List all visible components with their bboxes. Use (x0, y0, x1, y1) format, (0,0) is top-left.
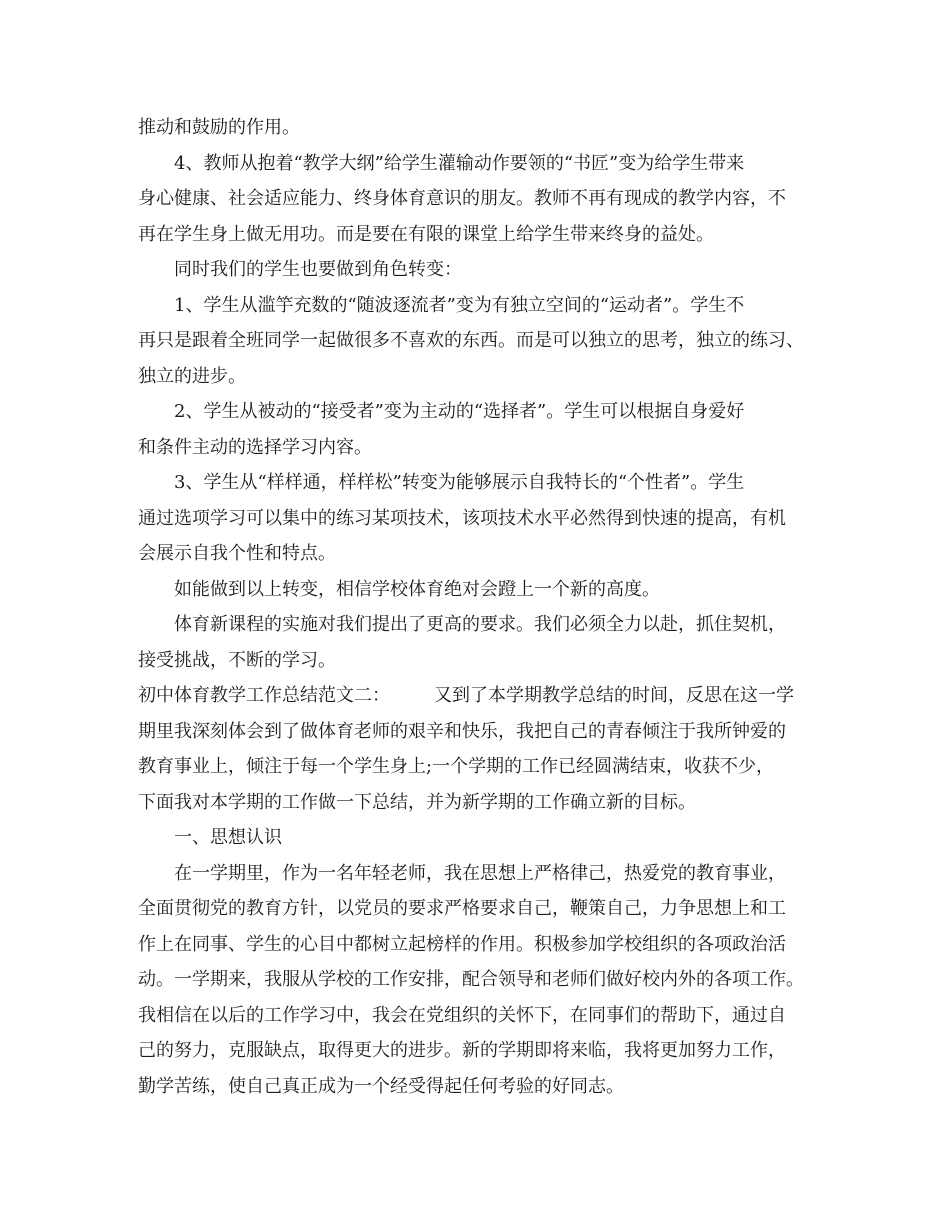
section-heading-line (138, 678, 818, 714)
text-line: 体育新课程的实施对我们提出了更高的要求。我们必须全力以赴，抓住契机， (174, 614, 786, 635)
text-line: 如能做到以上转变，相信学校体育绝对会蹬上一个新的高度。 (174, 578, 660, 600)
text-line: 独立的进步。 (138, 365, 246, 387)
text-line: 下面我对本学期的工作做一下总结，并为新学期的工作确立新的目标。 (138, 791, 696, 813)
text-line: 3、学生从“样样通，样样松”转变为能够展示自我特长的“个性者”。学生 (174, 472, 745, 493)
text-line: 会展示自我个性和特点。 (138, 543, 336, 564)
text-line: 身心健康、社会适应能力、终身体育意识的朋友。教师不再有现成的教学内容，不 (138, 188, 786, 209)
text-line: 1、学生从滥竽充数的“随波逐流者”变为有独立空间的“运动者”。学生不 (174, 294, 745, 316)
text-line: 推动和鼓励的作用。 (138, 117, 300, 138)
text-line: 再在学生身上做无用功。而是要在有限的课堂上给学生带来终身的益处。 (138, 223, 714, 245)
text-line: 2、学生从被动的“接受者”变为主动的“选择者”。学生可以根据自身爱好 (174, 401, 745, 422)
text-line: 我相信在以后的工作学习中，我会在党组织的关怀下，在同事们的帮助下，通过自 (138, 1004, 786, 1026)
text-line: 在一学期里，作为一名年轻老师，我在思想上严格律己，热爱党的教育事业， (174, 862, 786, 884)
section-heading: 初中体育教学工作总结范文二： (138, 685, 390, 706)
text-line: 再只是跟着全班同学一起做很多不喜欢的东西。而是可以独立的思考，独立的练习、 (138, 330, 804, 351)
section-intro: 又到了本学期教学总结的时间，反思在这一学 (434, 685, 794, 706)
text-line: 通过选项学习可以集中的练习某项技术，该项技术水平必然得到快速的提高，有机 (138, 507, 786, 529)
text-line: 己的努力，克服缺点，取得更大的进步。新的学期即将来临，我将更加努力工作， (138, 1040, 786, 1061)
text-line: 4、教师从抱着“教学大纲”给学生灌输动作要领的“书匠”变为给学生带来 (174, 152, 745, 174)
body-text (138, 110, 818, 1104)
text-line: 和条件主动的选择学习内容。 (138, 436, 372, 458)
subheading: 一、思想认识 (174, 827, 282, 848)
text-line: 动。一学期来，我服从学校的工作安排，配合领导和老师们做好校内外的各项工作。 (138, 969, 804, 990)
text-line: 全面贯彻党的教育方针，以党员的要求严格要求自己，鞭策自己，力争思想上和工 (138, 898, 786, 919)
text-line: 教育事业上，倾注于每一个学生身上;一个学期的工作已经圆满结束，收获不少， (138, 756, 775, 777)
text-line: 同时我们的学生也要做到角色转变： (174, 259, 462, 280)
text-line: 勤学苦练，使自己真正成为一个经受得起任何考验的好同志。 (138, 1075, 624, 1097)
text-line: 接受挑战，不断的学习。 (138, 649, 336, 671)
text-line: 作上在同事、学生的心目中都树立起榜样的作用。积极参加学校组织的各项政治活 (138, 933, 786, 955)
text-line: 期里我深刻体会到了做体育老师的艰辛和快乐，我把自己的青春倾注于我所钟爱的 (138, 720, 786, 742)
